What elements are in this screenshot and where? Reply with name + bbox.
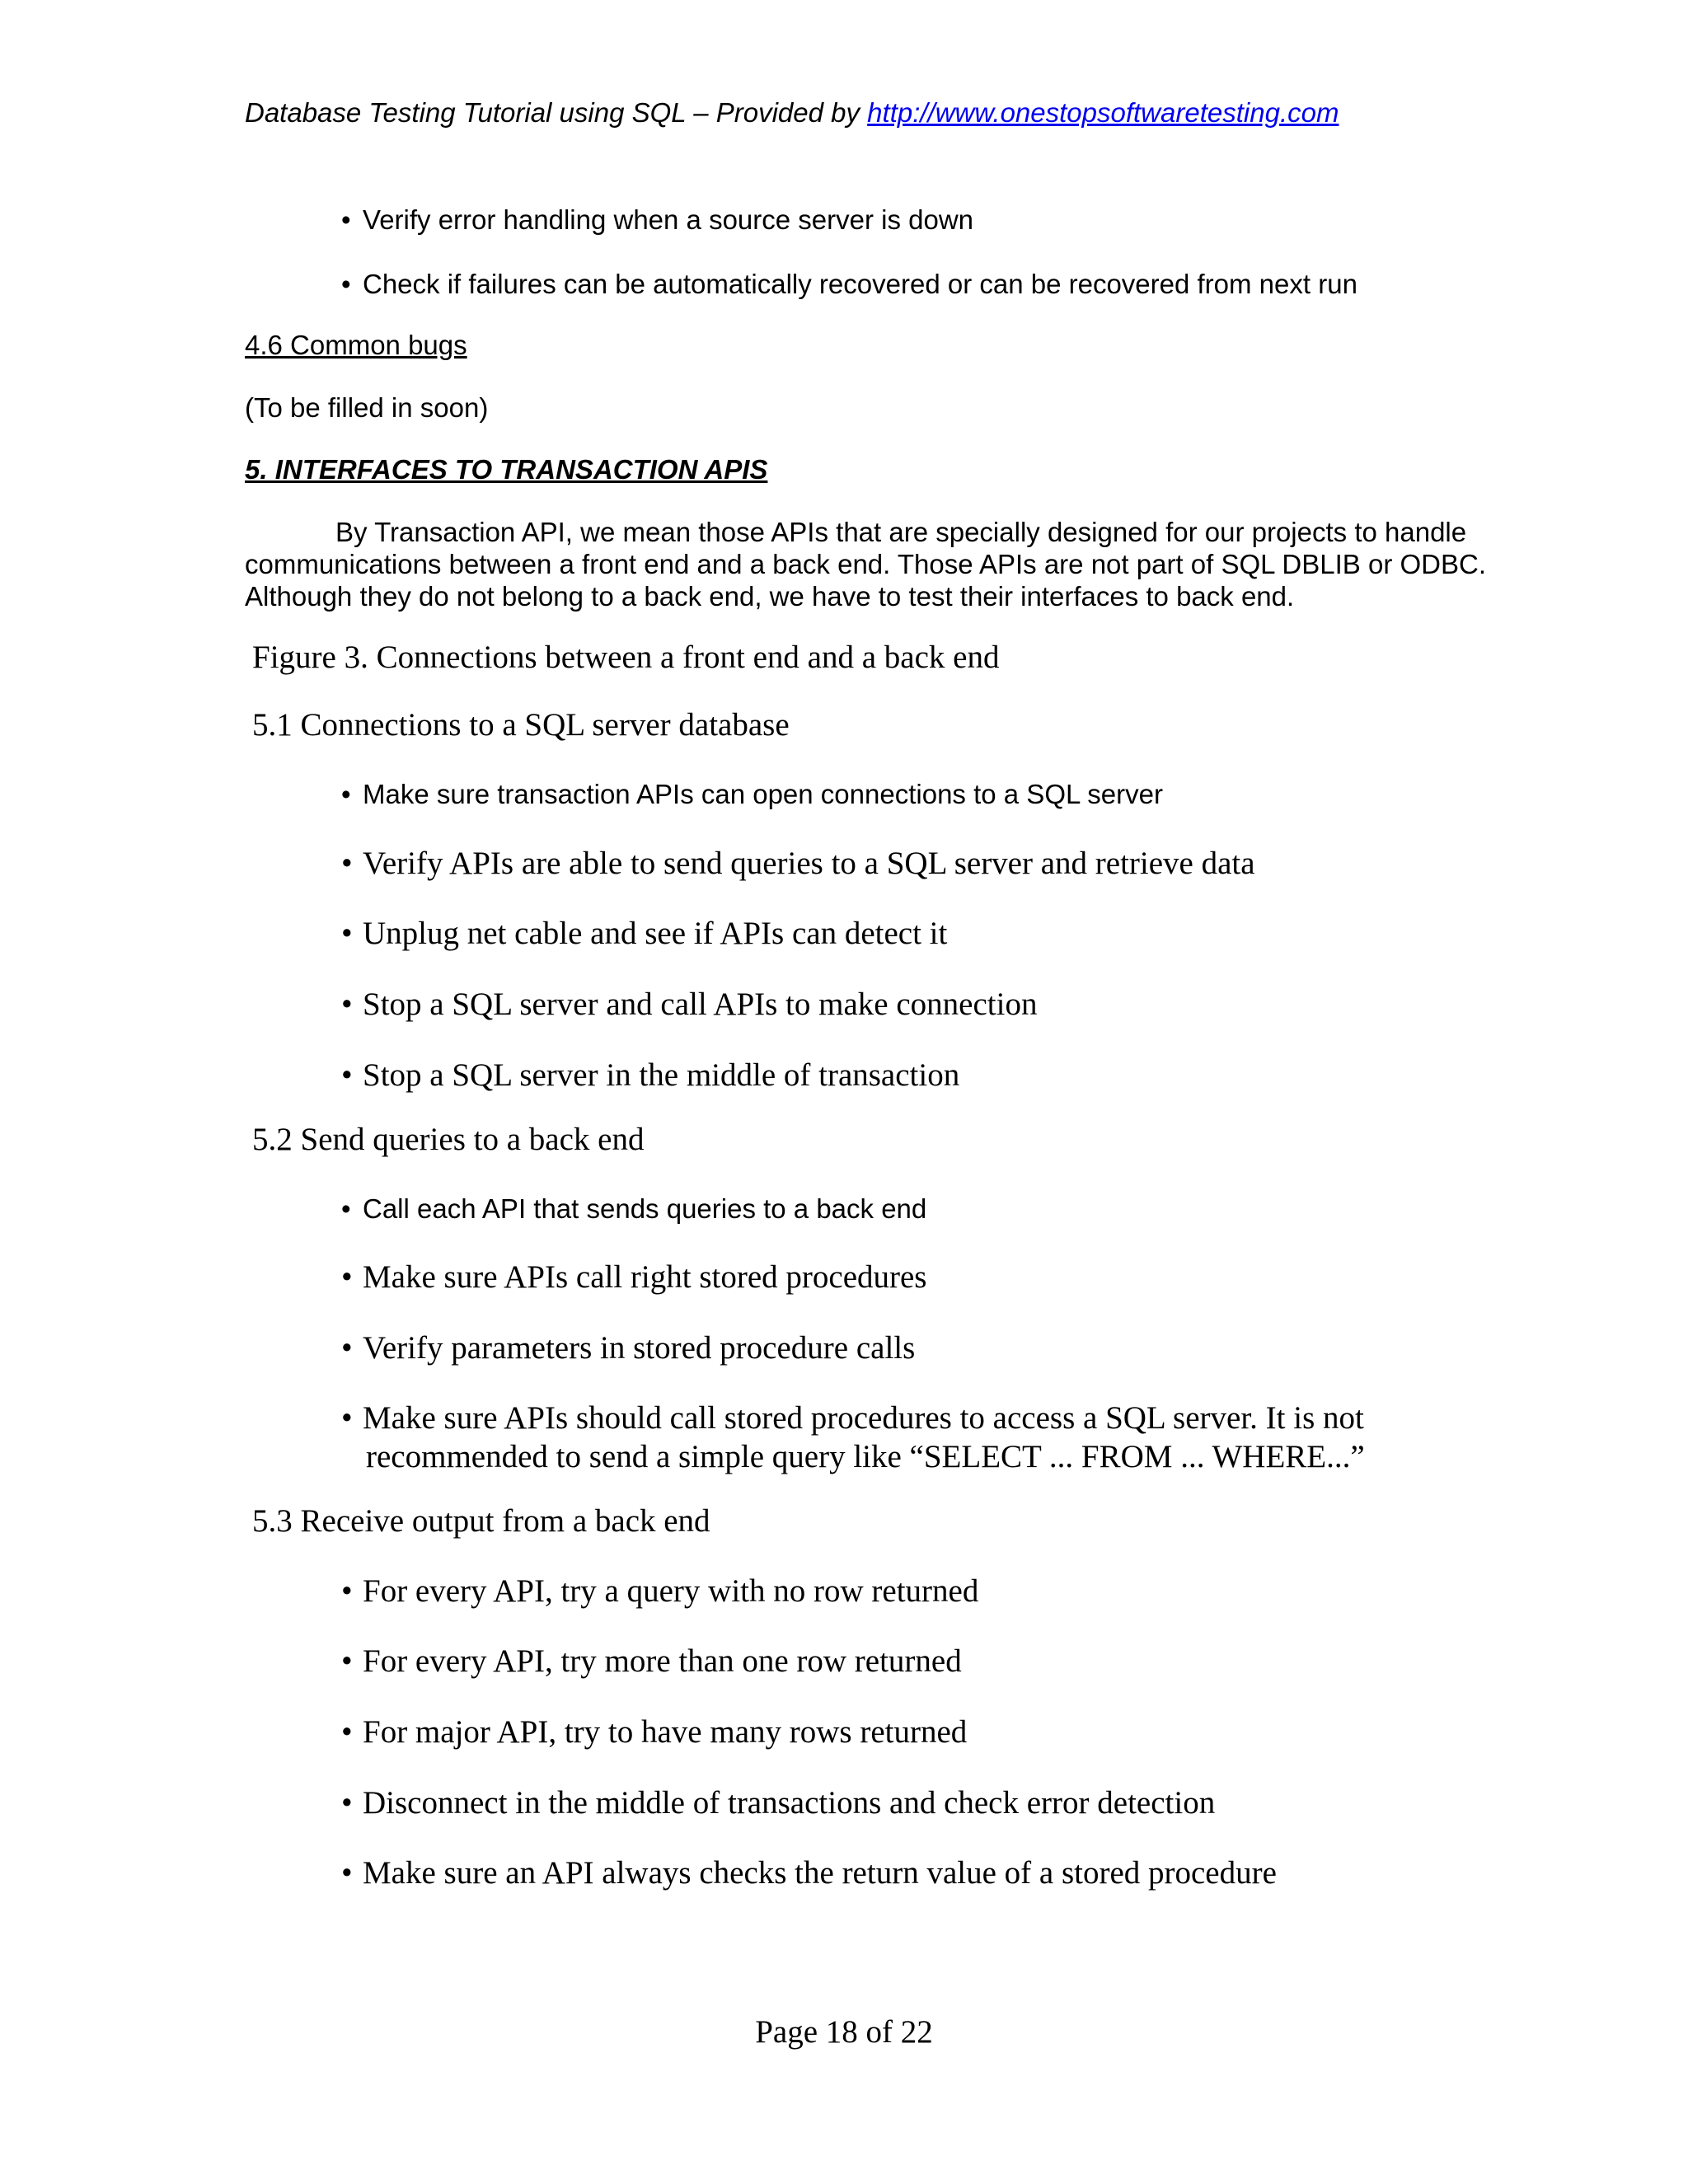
list-item: • For major API, try to have many rows returned xyxy=(341,1714,968,1750)
list-item: • Make sure APIs should call stored procedures to access a SQL server. It is not xyxy=(341,1400,1364,1436)
bullet-icon: • xyxy=(341,1573,353,1609)
bullet-icon: • xyxy=(341,1785,353,1821)
bullet-icon: • xyxy=(341,987,353,1022)
list-item: • Disconnect in the middle of transactions and check error detection xyxy=(341,1785,1216,1821)
section-title-5-2: 5.2 Send queries to a back end xyxy=(252,1122,645,1157)
list-item: • Make sure transaction APIs can open connections to a SQL server xyxy=(341,779,1163,809)
bullet-icon: • xyxy=(341,846,353,881)
bullet-icon: • xyxy=(341,1193,351,1224)
section-4-6-body: (To be filled in soon) xyxy=(245,392,489,423)
list-item-continuation: recommended to send a simple query like “SELECT ... FROM ... WHERE...” xyxy=(366,1439,1365,1474)
list-item: • Unplug net cable and see if APIs can detect it xyxy=(341,916,948,951)
figure-caption: Figure 3. Connections between a front end and a back end xyxy=(252,640,1000,675)
bullet-icon: • xyxy=(341,1643,353,1679)
list-item: • Verify error handling when a source server is down xyxy=(341,204,974,235)
bullet-icon: • xyxy=(341,1855,353,1891)
bullet-icon: • xyxy=(341,1057,353,1093)
section-title-4-6: 4.6 Common bugs xyxy=(245,330,467,360)
list-item: • Stop a SQL server in the middle of transaction xyxy=(341,1057,960,1093)
list-item: • Check if failures can be automatically recovered or can be recovered from next run xyxy=(341,269,1357,299)
section-5-paragraph: By Transaction API, we mean those APIs that are specially designed for our projects to handle communications between a front end and a back end. Those APIs are not part of SQL DBLIB or ODBC. Although they do not belong to a back end, we have to test their interfaces to back end. xyxy=(245,517,1486,612)
list-item: • Stop a SQL server and call APIs to make connection xyxy=(341,987,1038,1022)
page-header xyxy=(245,97,1339,129)
bullet-icon: • xyxy=(341,1400,353,1436)
list-item: • Call each API that sends queries to a back end xyxy=(341,1193,927,1224)
bullet-icon: • xyxy=(341,269,351,299)
list-item: • Make sure an API always checks the return value of a stored procedure xyxy=(341,1855,1277,1891)
list-item: • For every API, try a query with no row returned xyxy=(341,1573,979,1609)
section-title-5-1: 5.1 Connections to a SQL server database xyxy=(252,707,790,743)
bullet-icon: • xyxy=(341,204,351,235)
header-text: Database Testing Tutorial using SQL – Provided by xyxy=(245,97,868,128)
page-number: Page 18 of 22 xyxy=(755,2014,933,2050)
list-item: • Verify parameters in stored procedure calls xyxy=(341,1330,916,1366)
bullet-icon: • xyxy=(341,916,353,951)
section-title-5-3: 5.3 Receive output from a back end xyxy=(252,1503,710,1539)
list-item: • Verify APIs are able to send queries to a SQL server and retrieve data xyxy=(341,846,1255,881)
bullet-icon: • xyxy=(341,1714,353,1750)
bullet-icon: • xyxy=(341,779,351,809)
list-item: • For every API, try more than one row returned xyxy=(341,1643,962,1679)
header-link[interactable]: http://www.onestopsoftwaretesting.com xyxy=(867,97,1339,128)
section-title-5: 5. INTERFACES TO TRANSACTION APIS xyxy=(245,454,768,485)
bullet-icon: • xyxy=(341,1330,353,1366)
bullet-icon: • xyxy=(341,1259,353,1295)
list-item: • Make sure APIs call right stored procedures xyxy=(341,1259,927,1295)
